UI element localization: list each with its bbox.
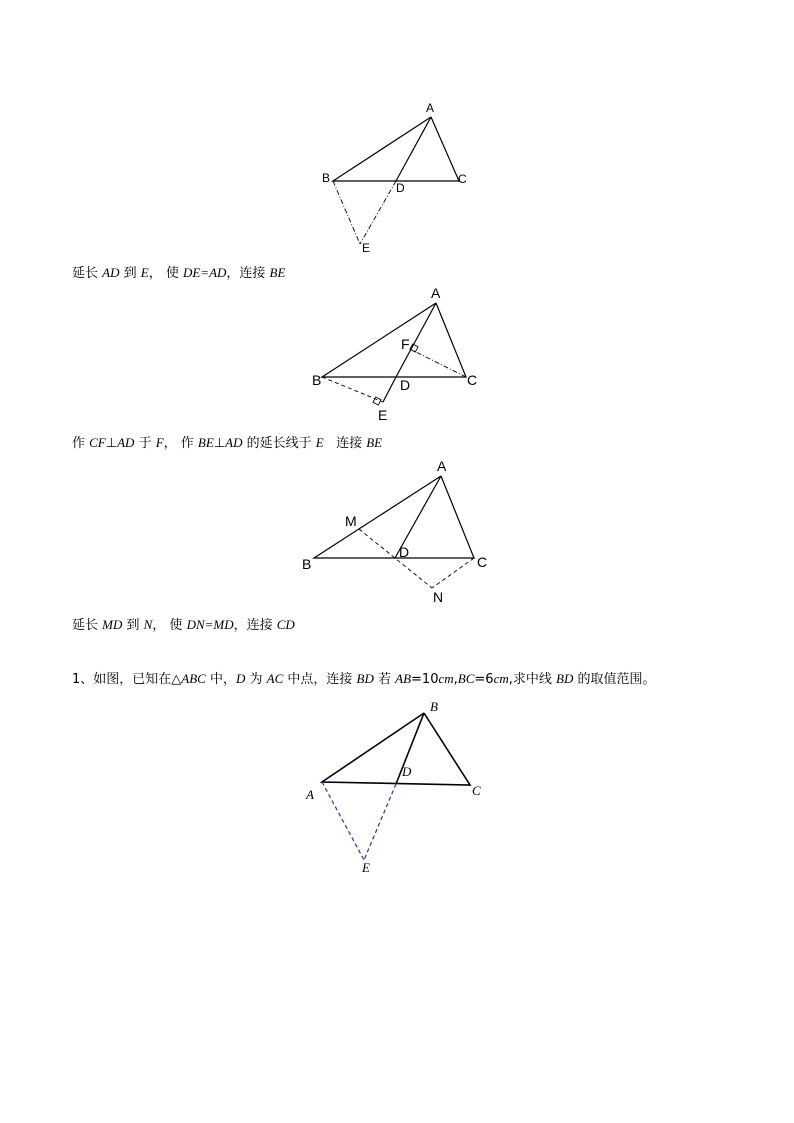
- label-b: B: [302, 556, 312, 572]
- triangle-abc: [333, 117, 459, 181]
- caption-math: BE: [197, 435, 214, 450]
- problem-text: 的取值范围。: [573, 672, 656, 687]
- problem-math: cm: [493, 671, 509, 686]
- label-n: N: [433, 589, 444, 605]
- problem-text: 若: [373, 672, 396, 687]
- segment-cf-dashed: [412, 350, 466, 377]
- problem-math: BD: [556, 671, 574, 686]
- segment-de-dashed: [360, 181, 396, 244]
- label-c: C: [458, 172, 467, 186]
- problem-text: 中点，连接: [283, 672, 357, 687]
- segment-be-dashed: [322, 377, 383, 402]
- label-a: A: [426, 101, 435, 115]
- caption-text: 作: [72, 436, 90, 451]
- problem-text: ,求中线: [508, 672, 557, 687]
- label-c: C: [467, 372, 478, 388]
- problem-1-figure: [305, 699, 481, 875]
- caption-math: AD: [102, 265, 120, 280]
- caption-text: 延长: [72, 266, 103, 281]
- caption-figure-3: [72, 614, 295, 633]
- problem-text: =6: [474, 672, 494, 687]
- segment-ad: [396, 117, 431, 181]
- problem-1-statement: [72, 668, 656, 687]
- label-a: A: [437, 458, 447, 474]
- caption-math: F: [155, 435, 164, 450]
- label-d: D: [402, 764, 412, 779]
- figure-1: [322, 101, 467, 255]
- label-a: A: [306, 787, 314, 802]
- segment-cn-dashed: [432, 558, 474, 588]
- label-e: E: [362, 860, 370, 875]
- caption-math: BE: [366, 435, 383, 450]
- caption-math: DE=AD: [182, 265, 227, 280]
- segment-de-dashed: [364, 784, 396, 860]
- problem-math: D: [235, 671, 246, 686]
- caption-math: MD: [102, 617, 123, 632]
- problem-text: =10: [411, 672, 439, 687]
- caption-text: 到: [122, 618, 144, 633]
- label-c: C: [472, 783, 481, 798]
- segment-de: [383, 377, 396, 402]
- label-e: E: [378, 407, 388, 423]
- caption-math: CD: [276, 617, 295, 632]
- problem-text: 为: [245, 672, 267, 687]
- segment-be-dashed: [333, 181, 360, 244]
- label-d: D: [400, 377, 411, 393]
- caption-figure-2: [72, 432, 382, 451]
- problem-math: AC: [266, 671, 284, 686]
- caption-text: 连接: [323, 436, 367, 451]
- caption-text: ，连接: [233, 618, 277, 633]
- caption-math: E: [140, 265, 149, 280]
- caption-text: ⊥: [213, 436, 226, 451]
- caption-figure-1: [72, 262, 285, 281]
- caption-text: ⊥: [105, 436, 118, 451]
- caption-text: 的延长线于: [242, 436, 316, 451]
- problem-math: AB: [395, 671, 412, 686]
- caption-text: 延长: [72, 618, 103, 633]
- caption-text: 到: [119, 266, 141, 281]
- caption-math: N: [143, 617, 153, 632]
- triangle-abc: [322, 713, 470, 785]
- caption-text: ， 作: [163, 436, 198, 451]
- caption-math: BE: [269, 265, 286, 280]
- figure-2: [312, 285, 477, 423]
- problem-math: cm: [438, 671, 454, 686]
- caption-text: ， 使: [152, 618, 187, 633]
- caption-math: CF: [89, 435, 106, 450]
- figure-3: [302, 458, 487, 605]
- label-b: B: [430, 699, 438, 714]
- triangle-abc: [314, 476, 474, 558]
- label-b: B: [322, 171, 331, 185]
- problem-math: BD: [356, 671, 374, 686]
- problem-text: 1、如图，已知在△: [72, 672, 182, 687]
- problem-text: 中，: [205, 672, 236, 687]
- caption-math: E: [315, 435, 324, 450]
- label-b: B: [312, 372, 322, 388]
- label-d: D: [396, 181, 405, 195]
- caption-math: AD: [225, 435, 243, 450]
- label-f: F: [401, 336, 410, 352]
- problem-math: BC: [457, 671, 475, 686]
- caption-math: AD: [117, 435, 135, 450]
- caption-text: ， 使: [148, 266, 183, 281]
- segment-ae-dashed: [322, 782, 364, 860]
- caption-text: 于: [134, 436, 156, 451]
- label-d: D: [399, 544, 410, 560]
- caption-math: DN=MD: [186, 617, 234, 632]
- problem-text: ,: [453, 672, 458, 687]
- problem-math: ABC: [181, 671, 206, 686]
- label-e: E: [362, 241, 371, 255]
- caption-text: ，连接: [226, 266, 270, 281]
- label-m: M: [345, 513, 357, 529]
- label-a: A: [431, 285, 441, 301]
- label-c: C: [477, 554, 488, 570]
